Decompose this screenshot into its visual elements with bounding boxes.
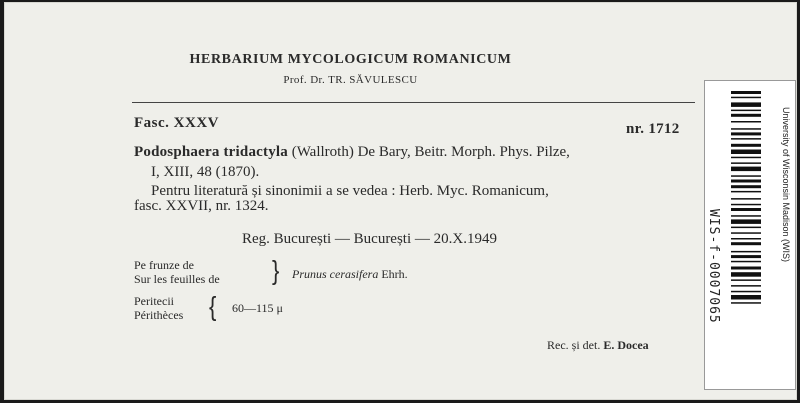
perithecia-size: 60—115 μ [232, 301, 283, 315]
collector-line [547, 338, 649, 353]
herbarium-label [4, 2, 797, 400]
perithecia-label-ro: Peritecii [134, 294, 174, 308]
barcode-label [704, 80, 796, 390]
host-brace: } [272, 255, 280, 286]
host-label-ro: Pe frunze de [134, 258, 194, 272]
species-name: Podosphaera tridactyla [134, 144, 288, 160]
literature-line-1: Pentru literatură și sinonimii a se vedea : Herb. Myc. Romanicum, [151, 183, 549, 199]
perithecia-labels [134, 294, 183, 322]
citation-continued: I, XIII, 48 (1870). [151, 164, 260, 180]
specimen-number: nr. 1712 [626, 121, 680, 137]
host-plant-name: Prunus cerasifera [292, 267, 379, 281]
host-plant-author: Ehrh. [381, 267, 408, 281]
fascicle-label: Fasc. XXXV [134, 115, 219, 131]
perithecia-label-fr: Périthèces [134, 308, 184, 322]
perithecia-brace: { [209, 291, 217, 322]
barcode-code: WIS-f-0007065 [706, 209, 721, 324]
species-citation: (Wallroth) De Bary, Beitr. Morph. Phys. Pilze, [287, 144, 570, 160]
herbarium-title: HERBARIUM MYCOLOGICUM ROMANICUM [189, 52, 512, 67]
host-labels [134, 258, 220, 286]
locality-date: Reg. București — București — 20.X.1949 [242, 231, 497, 247]
collector-name: E. Docea [603, 338, 649, 352]
header-rule [132, 102, 695, 103]
barcode-institution: University of Wisconsin Madison (WIS) [781, 107, 791, 263]
host-plant [292, 267, 408, 282]
collector-prefix: Rec. și det. [547, 338, 601, 352]
host-label-fr: Sur les feuilles de [134, 272, 220, 286]
herbarium-director: Prof. Dr. TR. SĂVULESCU [283, 74, 418, 86]
literature-line-2: fasc. XXVII, nr. 1324. [134, 198, 269, 214]
species-line [134, 144, 570, 161]
barcode-image [731, 91, 761, 339]
